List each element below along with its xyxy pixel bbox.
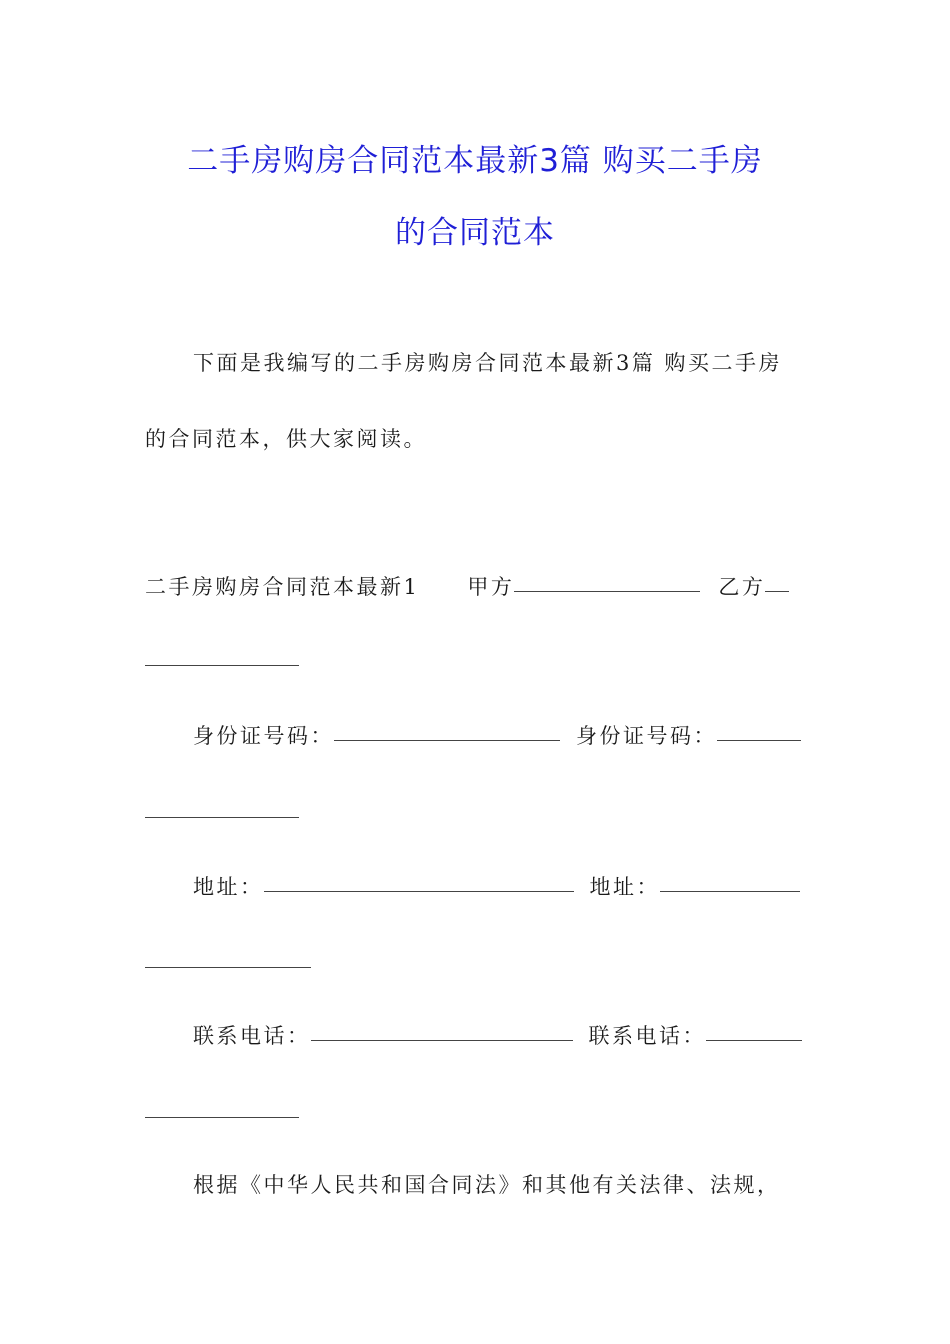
party-b-blank[interactable] bbox=[765, 590, 789, 592]
document-title-line-1: 二手房购房合同范本最新3篇 购买二手房 bbox=[187, 143, 763, 179]
id-number-row bbox=[193, 720, 801, 750]
id-blank-b[interactable] bbox=[717, 739, 801, 741]
id-label-b: 身份证号码： bbox=[576, 724, 717, 748]
party-b-label: 乙方 bbox=[718, 575, 766, 599]
intro-paragraph-line-1: 下面是我编写的二手房购房合同范本最新3篇 购买二手房 bbox=[193, 351, 783, 375]
address-blank-b-continued[interactable] bbox=[145, 966, 311, 968]
address-blank-b[interactable] bbox=[660, 890, 800, 892]
phone-blank-b-continued[interactable] bbox=[145, 1116, 299, 1118]
phone-row bbox=[193, 1020, 802, 1050]
legal-basis-line: 根据《中华人民共和国合同法》和其他有关法律、法规， bbox=[193, 1173, 781, 1197]
id-label-a: 身份证号码： bbox=[193, 724, 334, 748]
address-label-a: 地址： bbox=[193, 875, 264, 899]
party-b-blank-continued[interactable] bbox=[145, 664, 299, 666]
party-a-label: 甲方 bbox=[467, 575, 515, 599]
id-blank-a[interactable] bbox=[334, 739, 560, 741]
intro-paragraph-line-2: 的合同范本，供大家阅读。 bbox=[145, 427, 427, 451]
phone-blank-b[interactable] bbox=[706, 1039, 802, 1041]
phone-label-b: 联系电话： bbox=[588, 1024, 706, 1048]
section-heading-row bbox=[145, 571, 789, 601]
phone-label-a: 联系电话： bbox=[193, 1024, 311, 1048]
address-label-b: 地址： bbox=[589, 875, 660, 899]
section-heading: 二手房购房合同范本最新1 bbox=[145, 575, 420, 599]
phone-blank-a[interactable] bbox=[311, 1039, 573, 1041]
document-title-line-2: 的合同范本 bbox=[395, 215, 555, 251]
id-blank-b-continued[interactable] bbox=[145, 816, 299, 818]
address-row bbox=[193, 871, 800, 901]
party-a-blank[interactable] bbox=[514, 590, 700, 592]
address-blank-a[interactable] bbox=[264, 890, 574, 892]
